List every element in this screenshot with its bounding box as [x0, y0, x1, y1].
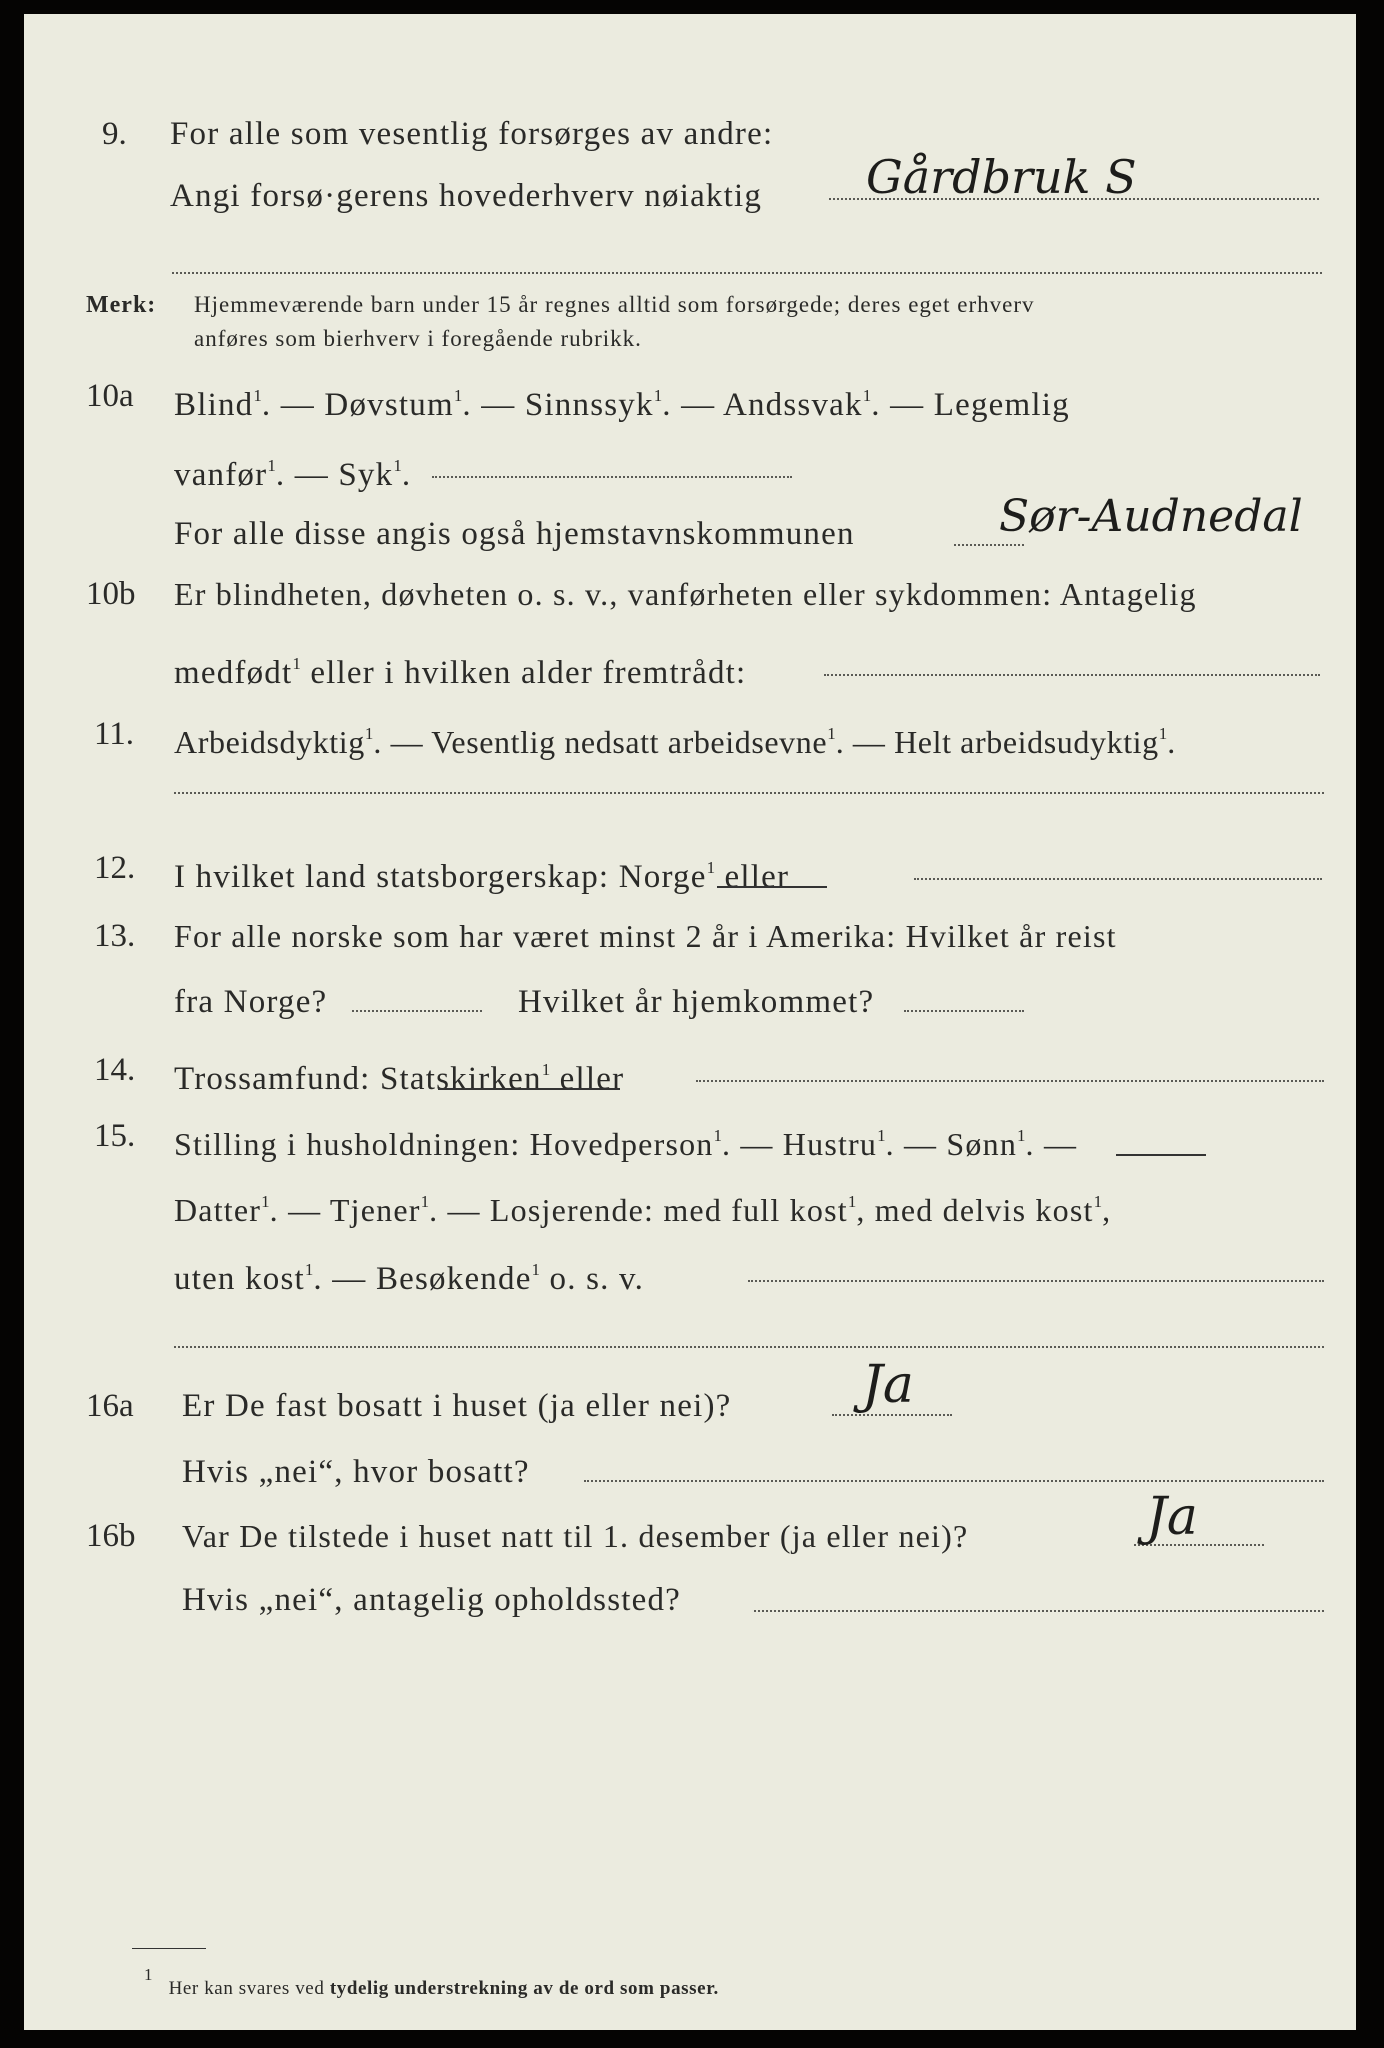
q16b-line2: Hvis „nei“, antagelig opholdssted? — [182, 1582, 682, 1618]
q9-line1: For alle som vesentlig forsørges av andre: — [170, 116, 774, 152]
q10a-number: 10a — [86, 378, 134, 414]
q10b-number: 10b — [86, 576, 136, 612]
q13-number: 13. — [94, 918, 136, 954]
q11-number: 11. — [94, 716, 135, 752]
q11-line: Arbeidsdyktig$^1$. — Vesentlig nedsatt arbeidsevne$^1$. — Helt arbeidsudyktig$^1$. — [174, 724, 1176, 760]
q16a-line1: Er De fast bosatt i huset (ja eller nei)? — [182, 1388, 732, 1424]
q13-line2b: Hvilket år hjemkommet? — [518, 984, 875, 1020]
q12-line: I hvilket land statsborgerskap: Norge$^1$ eller — [174, 858, 790, 895]
q16a-bosatt-line — [584, 1480, 1324, 1482]
q15-line2: Datter$^1$. — Tjener$^1$. — Losjerende: med full kost$^1$, med delvis kost$^1$, — [174, 1192, 1112, 1228]
q13-line1: For alle norske som har været minst 2 år i Amerika: Hvilket år reist — [174, 918, 1117, 954]
q11-extra-line — [174, 792, 1324, 794]
q10b-answer-line — [824, 674, 1320, 676]
q10b-line1: Er blindheten, døvheten o. s. v., vanførheten eller sykdommen: Antagelig — [174, 576, 1197, 612]
q15-underline-sonn — [1116, 1154, 1206, 1156]
census-form-page — [24, 14, 1356, 2030]
merk-label: Merk: — [86, 292, 157, 318]
q15-line1: Stilling i husholdningen: Hovedperson$^1$. — Hustru$^1$. — Sønn$^1$. — — [174, 1126, 1078, 1162]
q15-answer-line — [748, 1280, 1324, 1282]
q13-hjemkommet-line — [904, 1010, 1024, 1012]
q10a-line3: For alle disse angis også hjemstavnskommunen — [174, 516, 855, 552]
merk-line1: Hjemmeværende barn under 15 år regnes alltid som forsørgede; deres eget erhverv — [194, 292, 1035, 317]
q10a-line1: Blind$^1$. — Døvstum$^1$. — Sinnssyk$^1$. — Andssvak$^1$. — Legemlig — [174, 386, 1070, 423]
q13-reist-line — [352, 1010, 482, 1012]
footnote-rule — [132, 1948, 206, 1949]
q15-number: 15. — [94, 1118, 136, 1154]
q16b-handwritten-answer: Ja — [1146, 1487, 1198, 1547]
q9-handwritten-answer: Gårdbruk S — [866, 150, 1137, 204]
q12-number: 12. — [94, 850, 136, 886]
q16b-opholdssted-line — [754, 1610, 1324, 1612]
q9-line2: Angi forsø·gerens hovederhverv nøiaktig — [170, 178, 763, 214]
q14-line: Trossamfund: Statskirken$^1$ eller — [174, 1060, 625, 1097]
q10a-syk-line — [432, 476, 792, 478]
q14-option-statskirken: Statskirken — [380, 1061, 542, 1097]
q10a-handwritten-answer: Sør-Audnedal — [999, 491, 1303, 542]
q13-line2a: fra Norge? — [174, 984, 328, 1020]
q10a-answer-line — [954, 544, 1024, 546]
q12-answer-line — [914, 878, 1322, 880]
q14-number: 14. — [94, 1052, 136, 1088]
q12-option-norge: Norge — [618, 859, 707, 895]
q15-extra-line — [174, 1346, 1324, 1348]
q9-number: 9. — [102, 116, 127, 152]
merk-line2: anføres som bierhverv i foregående rubrikk. — [194, 326, 642, 351]
q16b-number: 16b — [86, 1518, 136, 1554]
q16a-number: 16a — [86, 1388, 134, 1424]
q14-answer-line — [696, 1080, 1324, 1082]
q16a-line2: Hvis „nei“, hvor bosatt? — [182, 1454, 530, 1490]
q16b-line1: Var De tilstede i huset natt til 1. desember (ja eller nei)? — [182, 1518, 969, 1554]
q14-underline-statskirken — [438, 1088, 620, 1090]
q15-option-sonn: — Sønn — [904, 1126, 1018, 1162]
q9-extra-line — [172, 272, 1322, 274]
footnote: 1 Her kan svares ved tydelig understrekning av de ord som passer. — [144, 1965, 719, 1999]
q12-underline-norge — [717, 886, 827, 888]
q15-line3: uten kost$^1$. — Besøkende$^1$ o. s. v. — [174, 1260, 645, 1297]
q10a-line2: vanfør$^1$. — Syk$^1$. — [174, 456, 412, 493]
q10b-line2: medfødt$^1$ eller i hvilken alder fremtrådt: — [174, 654, 747, 691]
q16a-handwritten-answer: Ja — [862, 1355, 914, 1415]
